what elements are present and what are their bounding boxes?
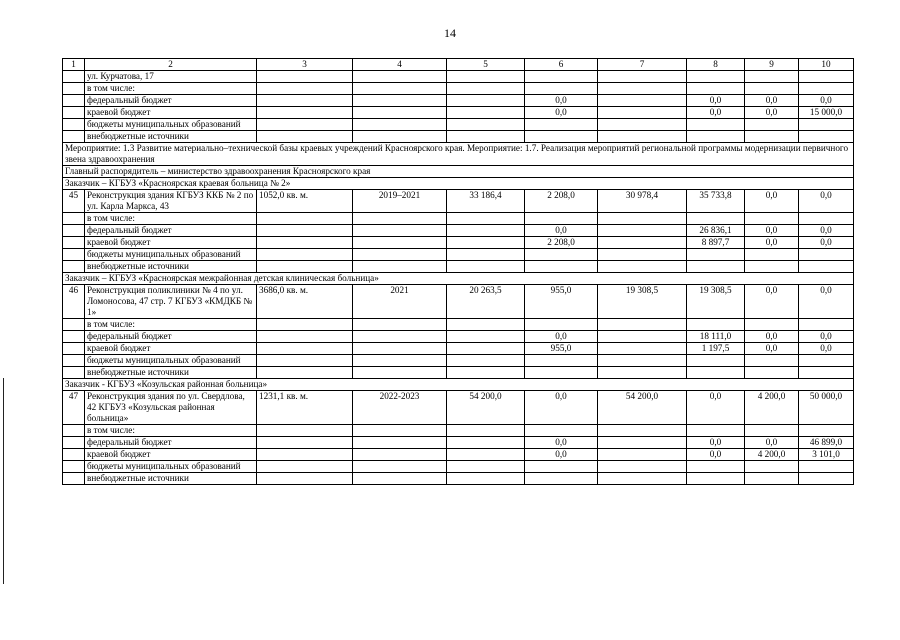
extra-label: внебюджетные источники [85, 473, 257, 485]
cell-value: 0,0 [745, 437, 799, 449]
cell-value: 4 200,0 [745, 391, 799, 425]
cell-value: 955,0 [525, 285, 598, 319]
customer-line: Заказчик - КГБУЗ «Козульская районная больница» [63, 379, 854, 391]
cell-value: 0,0 [745, 95, 799, 107]
cell-value: 0,0 [745, 190, 799, 213]
cell-value: 0,0 [687, 449, 745, 461]
table-row [63, 449, 854, 461]
project-name: Реконструкция здания КГБУЗ ККБ № 2 по ул. Карла Маркса, 43 [85, 190, 257, 213]
cell-no [63, 71, 85, 83]
cell-value: 0,0 [525, 331, 598, 343]
federal-label: федеральный бюджет [85, 437, 257, 449]
federal-label: федеральный бюджет [85, 95, 257, 107]
municipal-label: бюджеты муниципальных образований [85, 119, 257, 131]
cell-value: 0,0 [687, 95, 745, 107]
table-row [63, 143, 854, 166]
cell-value: 0,0 [799, 331, 854, 343]
cell-value: 0,0 [799, 343, 854, 355]
table-row [63, 190, 854, 213]
regional-label: краевой бюджет [85, 237, 257, 249]
table-row [63, 166, 854, 178]
table-row [63, 131, 854, 143]
municipal-label: бюджеты муниципальных образований [85, 355, 257, 367]
cell-value: 0,0 [799, 190, 854, 213]
cell-value: 8 897,7 [687, 237, 745, 249]
cell-value: 0,0 [525, 391, 598, 425]
cell-value: 0,0 [525, 95, 598, 107]
cell-capacity: 3686,0 кв. м. [257, 285, 353, 319]
table-row [63, 119, 854, 131]
header-cell: 4 [353, 59, 447, 71]
extra-label: внебюджетные источники [85, 261, 257, 273]
cell-value: 0,0 [745, 331, 799, 343]
cell-value: 0,0 [525, 107, 598, 119]
cell-value: 0,0 [687, 391, 745, 425]
cell-value: 46 899,0 [799, 437, 854, 449]
table-row [63, 391, 854, 425]
cell-value: 19 308,5 [598, 285, 687, 319]
page-number: 14 [444, 26, 456, 40]
cell-value: 0,0 [745, 285, 799, 319]
table-row [63, 331, 854, 343]
header-cell: 10 [799, 59, 854, 71]
margin-line [3, 378, 4, 584]
including-label: в том числе: [85, 425, 257, 437]
table-row [63, 461, 854, 473]
municipal-label: бюджеты муниципальных образований [85, 461, 257, 473]
table-row [63, 71, 854, 83]
table-row [63, 367, 854, 379]
cell-capacity: 1231,1 кв. м. [257, 391, 353, 425]
cell-value: 0,0 [799, 237, 854, 249]
header-cell: 2 [85, 59, 257, 71]
regional-label: краевой бюджет [85, 107, 257, 119]
cell-value: 0,0 [745, 343, 799, 355]
cell-value: 0,0 [687, 107, 745, 119]
project-name: Реконструкция здания по ул. Свердлова, 42 КГБУЗ «Козульская районная больница» [85, 391, 257, 425]
cell-value: 3 101,0 [799, 449, 854, 461]
table-row [63, 107, 854, 119]
cell-value: 0,0 [745, 237, 799, 249]
cell-value: 19 308,5 [687, 285, 745, 319]
cell-value: 54 200,0 [598, 391, 687, 425]
header-cell: 7 [598, 59, 687, 71]
header-cell: 9 [745, 59, 799, 71]
project-name: Реконструкция поликлиники № 4 по ул. Ломоносова, 47 стр. 7 КГБУЗ «КМДКБ № 1» [85, 285, 257, 319]
cell-value: 18 111,0 [687, 331, 745, 343]
cell-value: 955,0 [525, 343, 598, 355]
cell-years: 2021 [353, 285, 447, 319]
table-row [63, 319, 854, 331]
table-row [63, 425, 854, 437]
cell-no: 47 [63, 391, 85, 425]
table-row [63, 213, 854, 225]
customer-line: Заказчик – КГБУЗ «Красноярская межрайонная детская клиническая больница» [63, 273, 854, 285]
cell-years: 2019–2021 [353, 190, 447, 213]
cell-value: 0,0 [745, 225, 799, 237]
cell-value: 0,0 [687, 437, 745, 449]
table-row [63, 178, 854, 190]
cell-value: 0,0 [525, 225, 598, 237]
budget-table [62, 58, 854, 485]
cell-value: 2 208,0 [525, 190, 598, 213]
header-cell: 8 [687, 59, 745, 71]
cell-capacity: 1052,0 кв. м. [257, 190, 353, 213]
measure-line: Мероприятие: 1.3 Развитие материально–технической базы краевых учреждений Красноярского края. Мероприятие: 1.7. Реализация мероприятий региональной программы модернизации первичного звена здравоохранения [63, 143, 854, 166]
table-row [63, 379, 854, 391]
extra-label: внебюджетные источники [85, 131, 257, 143]
cell-value: 1 197,5 [687, 343, 745, 355]
table-row [63, 83, 854, 95]
federal-label: федеральный бюджет [85, 225, 257, 237]
table-row [63, 285, 854, 319]
cell-value: 0,0 [525, 449, 598, 461]
table-row [63, 225, 854, 237]
address-cell: ул. Курчатова, 17 [85, 71, 257, 83]
cell-value: 50 000,0 [799, 391, 854, 425]
table-row [63, 473, 854, 485]
table-row [63, 261, 854, 273]
cell-value: 4 200,0 [745, 449, 799, 461]
cell-value: 0,0 [745, 107, 799, 119]
customer-line: Заказчик – КГБУЗ «Красноярская краевая больница № 2» [63, 178, 854, 190]
cell-years: 2022-2023 [353, 391, 447, 425]
regional-label: краевой бюджет [85, 343, 257, 355]
table-row [63, 437, 854, 449]
including-label: в том числе: [85, 319, 257, 331]
cell-no: 46 [63, 285, 85, 319]
table-row [63, 273, 854, 285]
header-cell: 5 [447, 59, 525, 71]
table-row [63, 237, 854, 249]
extra-label: внебюджетные источники [85, 367, 257, 379]
header-cell: 3 [257, 59, 353, 71]
cell-value: 35 733,8 [687, 190, 745, 213]
table-row [63, 249, 854, 261]
federal-label: федеральный бюджет [85, 331, 257, 343]
regional-label: краевой бюджет [85, 449, 257, 461]
main-manager: Главный распорядитель – министерство здравоохранения Красноярского края [63, 166, 854, 178]
including-label: в том числе: [85, 213, 257, 225]
cell-value: 54 200,0 [447, 391, 525, 425]
including-label: в том числе: [85, 83, 257, 95]
header-cell: 6 [525, 59, 598, 71]
cell-value: 2 208,0 [525, 237, 598, 249]
cell-value: 33 186,4 [447, 190, 525, 213]
cell-value: 26 836,1 [687, 225, 745, 237]
table-row [63, 343, 854, 355]
header-row [63, 59, 854, 71]
cell-value: 30 978,4 [598, 190, 687, 213]
cell-value: 20 263,5 [447, 285, 525, 319]
table-row [63, 95, 854, 107]
table-row [63, 355, 854, 367]
municipal-label: бюджеты муниципальных образований [85, 249, 257, 261]
cell-value: 15 000,0 [799, 107, 854, 119]
cell-no: 45 [63, 190, 85, 213]
cell-value: 0,0 [799, 95, 854, 107]
cell-value: 0,0 [525, 437, 598, 449]
cell-value: 0,0 [799, 285, 854, 319]
header-cell: 1 [63, 59, 85, 71]
cell-value: 0,0 [799, 225, 854, 237]
